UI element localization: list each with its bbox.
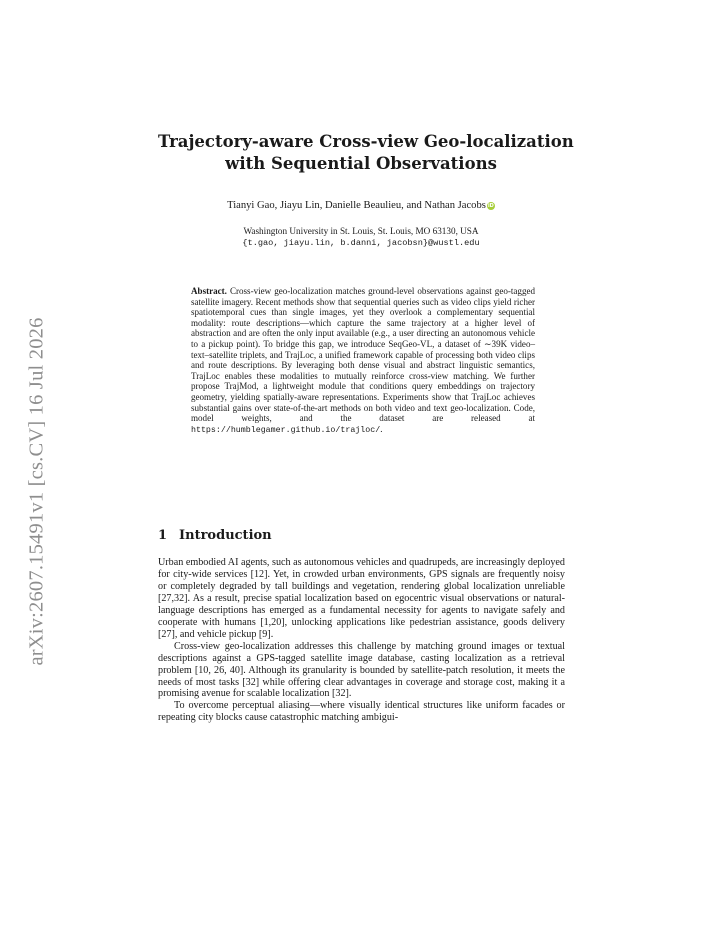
abstract-text: Cross-view geo-localization matches ground-level observations against geo-tagged satellite imagery. Recent methods show that sequential queries such as video clips yield richer spatiotemporal cues than single images, yet they overlook a complementary sequential modality: route descriptions—which capture the same trajectory at a higher level of abstraction and are often the only input available (e.g., a user directing an autonomous vehicle to a pickup point). To bridge this gap, we introduce SeqGeo-VL, a dataset of ∼39K video–text–satellite triplets, and TrajLoc, a unified framework capable of processing both video clips and route descriptions. By leveraging both dense visual and abstract linguistic semantics, TrajLoc enables these modalities to mutually reinforce cross-view matching. We further propose TrajMod, a lightweight module that conditions query embeddings on trajectory geometry, yielding spatially-aware representations. Experiments show that TrajLoc achieves substantial gains over state-of-the-art methods on both video and text geo-localization. Code, model weights, and the dataset are released at [191, 286, 536, 424]
affiliation-block [158, 225, 564, 249]
introduction-body [158, 557, 565, 724]
body-paragraph: Cross-view geo-localization addresses this challenge by matching ground images or textual descriptions against a GPS-tagged satellite image database, casting localization as a retrieval problem [10, 26, 40]. Although its granularity is bounded by satellite-patch resolution, it meets the needs of most tasks [32] while offering clear advantages in coverage and storage cost, making it a promising avenue for scalable localization [32]. [158, 640, 565, 700]
body-paragraph: To overcome perceptual aliasing—where visually identical structures like uniform facades or repeating city blocks cause catastrophic matching ambigui- [158, 700, 565, 724]
paper-title-line-2: with Sequential Observations [225, 154, 497, 173]
author-names: Tianyi Gao, Jiayu Lin, Danielle Beaulieu, and Nathan Jacobs [227, 200, 486, 211]
abstract-end: . [380, 423, 383, 434]
author-list [158, 200, 564, 211]
section-heading-introduction [158, 528, 272, 543]
arxiv-identifier-stamp [22, 316, 52, 666]
paper-title [158, 131, 574, 175]
abstract-label: Abstract. [191, 286, 227, 296]
section-number: 1 [158, 528, 168, 543]
body-paragraph: Urban embodied AI agents, such as autonomous vehicles and quadrupeds, are increasingly deployed for city-wide services [12]. Yet, in crowded urban environments, GPS signals are frequently noisy or completely degraded by tall buildings and vegetation, rendering global localization unreliable [27,32]. As a result, precise spatial localization based on egocentric visual observations or natural-language descriptions has emerged as a fundamental necessity for agents to navigate safely and cooperate with humans [1,20], unlocking applications like pedestrian assistance, goods delivery [27], and vehicle pickup [9]. [158, 557, 565, 640]
arxiv-identifier-text: arXiv:2607.15491v1 [cs.CV] 16 Jul 2026 [25, 316, 48, 666]
abstract [191, 286, 535, 436]
paper-title-line-1: Trajectory-aware Cross-view Geo-localization [158, 132, 574, 151]
orcid-icon[interactable]: iD [487, 203, 494, 209]
affiliation-institution: Washington University in St. Louis, St. Louis, MO 63130, USA [243, 226, 479, 236]
project-url-link[interactable]: https://humblegamer.github.io/trajloc/ [191, 425, 381, 435]
section-title: Introduction [179, 528, 272, 543]
affiliation-emails: {t.gao, jiayu.lin, b.danni, jacobsn}@wustl.edu [242, 238, 480, 248]
